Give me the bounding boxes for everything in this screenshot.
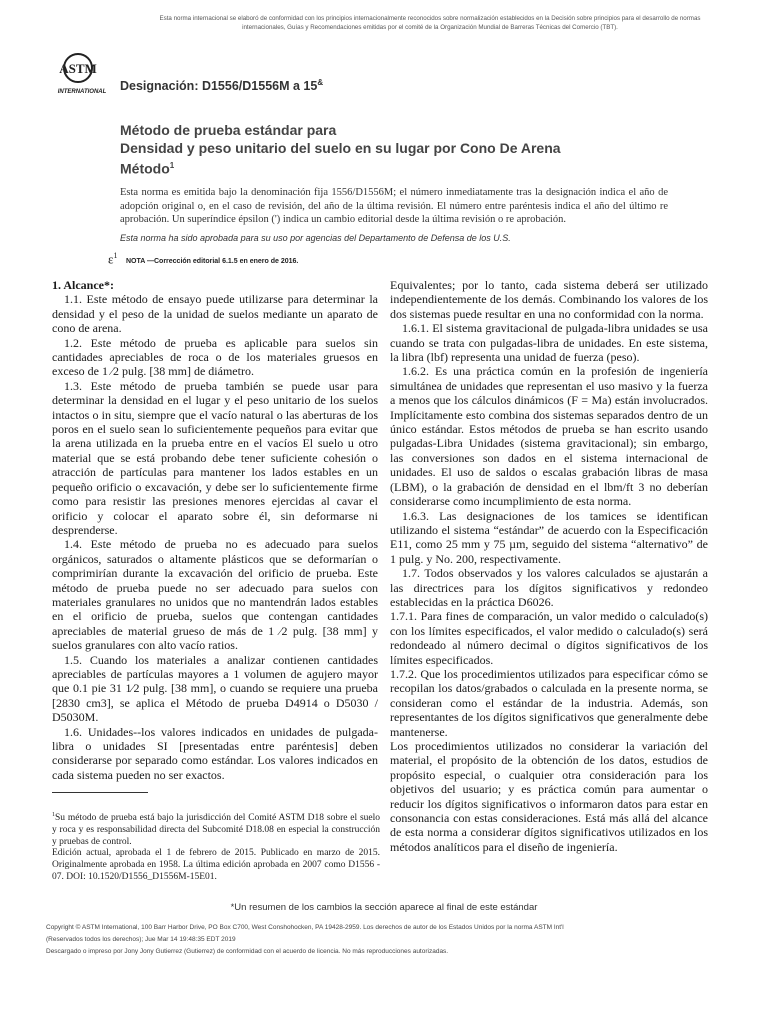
designation-text: Designación: D1556/D1556M a 15 <box>120 79 318 94</box>
copyright-line-1: Copyright © ASTM International, 100 Barr Harbor Drive, PO Box C700, West Conshohocken, PA 19428-2959. Los derechos de autor de los Estados Unidos por la norma ASTM Int'l <box>46 924 564 931</box>
document-title <box>120 122 640 178</box>
paragraph-1-6-2: 1.6.2. Es una práctica común en la profesión de ingeniería simultánea de unidades que representan el uso masivo y la fuerza a menos que los cálculos dinámicos (F = Ma) están involucrados. Implícitamente esto combina dos sistemas separados dentro de un único estándar. Estos métodos de prueba se han escrito usando pulgadas-Libra Unidades (sistema gravitacional); sin embargo, las conversiones son dados en el sistema internacional de unidades. El uso de saldos o escalas grabación libras de masa (LBM), o la grabación de densidad en el lbm/ft 3 no deberían considerarse como incumplimiento de esta norma. <box>390 364 708 509</box>
designation-sup: & <box>317 78 324 87</box>
svg-text:INTERNATIONAL: INTERNATIONAL <box>57 89 107 95</box>
title-line-2: Densidad y peso unitario del suelo en su lugar por Cono De Arena <box>120 139 561 156</box>
copyright-line-2: (Reservados todos los derechos); Jue Mar 14 19:48:35 EDT 2019 <box>46 936 236 943</box>
approval-note: Esta norma ha sido aprobada para su uso por agencias del Departamento de Defensa de los U.S. <box>120 233 511 243</box>
copyright-block <box>46 922 726 958</box>
footnote-divider <box>52 792 148 793</box>
footnote <box>52 810 380 883</box>
paragraph-1-6-1: 1.6.1. El sistema gravitacional de pulgada-libra unidades se usa cuando se trata con pulgadas-libra de unidades. En este sistema, la libra (lbf) representa una unidad de fuerza (peso). <box>390 321 708 365</box>
epsilon-symbol: $\varepsilon^1$ <box>108 251 118 267</box>
astm-logo <box>54 52 110 96</box>
title-line-1: Método de prueba estándar para <box>120 122 337 138</box>
epsilon-note: NOTA —Corrección editorial 6.1.5 en enero de 2016. <box>126 258 299 265</box>
title-line-3: Método <box>120 160 170 177</box>
footnote-text-2: Edición actual, aprobada el 1 de febrero de 2015. Publicado en marzo de 2015. Originalmente aprobada en 1958. La última edición aprobada en 2007 como D1556 - 07. DOI: 10.1520/D1556_D1556M-15E01. <box>52 848 380 882</box>
paragraph-1-7-1: 1.7.1. Para fines de comparación, un valor medido o calculado(s) con los límites especificados, el valor medido o calculado(s) será redondeado al número decimal o dígitos significativos de los límites especificados. <box>390 609 708 667</box>
paragraph-1-5: 1.5. Cuando los materiales a analizar contienen cantidades apreciables de partículas mayores a 1 volumen de agujero mayor que 0.1 pie 31 1⁄2 pulg. [38 mm], o cuando se requiere una prueba [2830 cm3], se aplica el Método de prueba D4914 o D5030 / D5030M. <box>52 652 378 725</box>
paragraph-1-4: 1.4. Este método de prueba no es adecuado para suelos orgánicos, saturados o altamente plásticos que se deformarían o comprimirían durante la excavación del orificio de prueba. Este método de prueba puede no ser adecuado para suelos con materiales granulares no unidos que no mantendrán lados estables en el orificio de prueba, suelos que contengan cantidades apreciables de material grueso de más de 1 ⁄2 pulg. [38 mm] y suelos granulares con alto vacío ratios. <box>52 537 378 653</box>
intro-paragraph: Esta norma es emitida bajo la denominación fija 1556/D1556M; el número inmediatamente tras la designación indica el año de adopción original o, en el caso de revisión, del año de la última revisión. El número entre paréntesis indica el año del último re aprobación. Un superíndice épsilon (') indica un cambio editorial desde la última revisión o re aprobación. <box>120 187 668 225</box>
paragraph-1-6: 1.6. Unidades--los valores indicados en unidades de pulgada-libra o unidades SI [presentadas entre paréntesis] deben considerarse por separado como estándar. Los valores indicados en cada sistema pueden no ser exactos. <box>52 724 378 782</box>
designation <box>120 78 323 93</box>
top-note: Esta norma internacional se elaboró de conformidad con los principios internacionalmente reconocidos sobre normalización establecidos en la Decisión sobre principios para el desarrollo de normas internacionales, Guías y Recomendaciones emitidas por el comité de la Organización Mundial de Barreras Técnicas del Comercio (TBT). <box>159 15 701 31</box>
section-heading: 1. Alcance*: <box>52 278 114 292</box>
paragraph-1-2: 1.2. Este método de prueba es aplicable para suelos sin cantidades apreciables de roca o de los materiales gruesos en exceso de 1 ⁄2 pulg. [38 mm] de diámetro. <box>52 335 378 379</box>
footnote-text-1: Su método de prueba está bajo la jurisdicción del Comité ASTM D18 sobre el suelo y roca y es responsabilidad directa del Subcomité D18.08 en especial la construcción y pruebas de control. <box>52 813 380 847</box>
paragraph-procedures: Los procedimientos utilizados no considerar la variación del material, el propósito de la obtención de los datos, estudios de propósito especial, o cualquier otra consideración para los objetivos del usuario; y es práctica común para aumentar o reducir los dígitos significativos o informaron datos para estar en consonancia con estas consideraciones. Está más allá del alcance de esta norma a considerar dígitos significativos utilizados en los métodos analíticos para el diseño de ingeniería. <box>390 739 708 854</box>
changes-summary-note: *Un resumen de los cambios la sección aparece al final de este estándar <box>230 902 538 913</box>
left-column <box>52 278 378 782</box>
paragraph-1-6-3: 1.6.3. Las designaciones de los tamices se identifican utilizando el sistema “estándar” de acuerdo con la Especificación E11, como 25 mm y 75 µm, seguido del sistema “alternativo” de 1 pulg. y No. 200, respectivamente. <box>390 508 708 566</box>
svg-text:ASTM: ASTM <box>59 61 97 76</box>
paragraph-1-7-2: 1.7.2. Que los procedimientos utilizados para especificar cómo se recopilan los datos/grabados o calculada en la presente norma, se consideran como el estándar de la industria. Además, son representantes de los dígitos significativos que generalmente debe mantenerse. <box>390 666 708 739</box>
right-column <box>390 278 708 854</box>
paragraph-1-1: 1.1. Este método de ensayo puede utilizarse para determinar la densidad y el peso de la unidad de suelos mediante un aparato de cono de arena. <box>52 292 378 336</box>
title-sup: 1 <box>169 161 175 170</box>
footnote-sup: 1 <box>52 812 55 818</box>
paragraph-1-7: 1.7. Todos observados y los valores calculados se ajustarán a las directrices para los dígitos significativos y redondeo establecidas en la práctica D6026. <box>390 566 708 609</box>
paragraph-1-3: 1.3. Este método de prueba también se puede usar para determinar la densidad en el lugar y el peso unitario de los suelos intactos o in situ, siempre que el vacío natural o las aberturas de los poros en el suelo sean lo suficientemente pequeños para evitar que la arena utilizada en la prueba entre en el vacíos El suelo u otro material que se está probando debe tener suficiente cohesión o atracción de partículas para mantener los lados estables en un pequeño orificio o excavación, y debe ser lo suficientemente firme como para resistir las presiones menores ejercidas al cavar el orificio y colocar el aparato sobre él, sin deformarse ni desprenderse. <box>52 378 378 537</box>
paragraph-continued: Equivalentes; por lo tanto, cada sistema deberá ser utilizado independientemente de los demás. Combinando los valores de los dos sistemas puede resultar en una no conformidad con la norma. <box>390 278 708 321</box>
copyright-line-3: Descargado o impreso por Jony Jony Gutierrez (Gutierrez) de conformidad con el acuerdo de licencia. No más reproducciones autorizadas. <box>46 948 449 955</box>
